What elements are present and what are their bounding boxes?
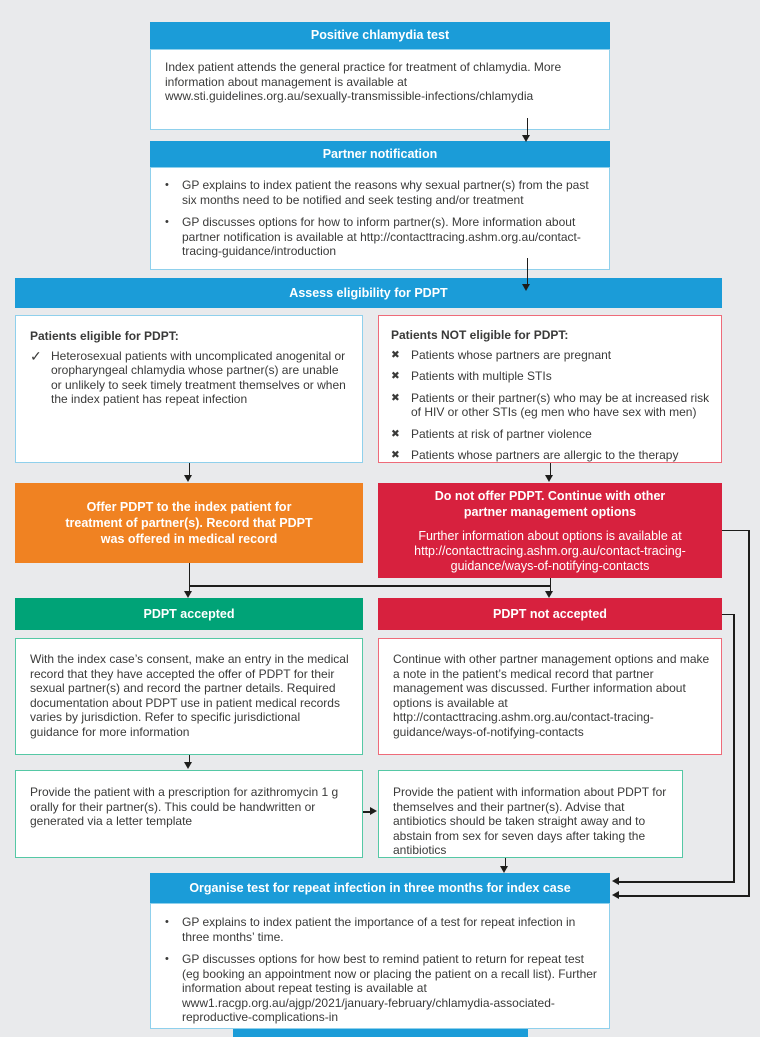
positive-test-box <box>150 22 610 130</box>
arrow-left-icon <box>612 891 619 899</box>
prescription-box: Provide the patient with a prescription for azithromycin 1 g orally for their partner(s). This could be handwritten or generated via a letter template <box>15 770 363 858</box>
repeat-test-header: Organise test for repeat infection in three months for index case <box>150 873 610 903</box>
bullet-icon: • <box>165 216 169 228</box>
connector-line <box>527 258 529 284</box>
pdpt-not-accepted-header: PDPT not accepted <box>378 598 722 630</box>
list-item: • GP explains to index patient the reasons why sexual partner(s) from the past six months need to be notified and seek testing and/or treatment <box>165 178 589 207</box>
connector-line <box>733 614 735 883</box>
arrow-down-icon <box>522 135 530 142</box>
list-item: ✖ Patients whose partners are allergic to the therapy <box>391 448 679 462</box>
cross-icon: ✖ <box>391 391 400 404</box>
cross-icon: ✖ <box>391 449 400 461</box>
bullet-icon: • <box>165 953 169 965</box>
connector-line <box>505 858 507 866</box>
arrow-left-icon <box>612 877 619 885</box>
partner-notification-box <box>150 141 610 270</box>
offer-pdpt-box: Offer PDPT to the index patient for treatment of partner(s). Record that PDPT was offered in medical record <box>15 483 363 563</box>
list-item: • GP discusses options for how best to remind patient to return for repeat test (eg booking an appointment now or placing the patient on a recall list). Further information about repeat testing is available at www1.racgp.org.au/ajgp/2021/january-february/chlamydia-associated-reproductive-complications-in <box>165 952 597 1024</box>
connector-line <box>189 585 551 587</box>
cutoff-next-section-bar <box>233 1029 528 1037</box>
accepted-body-box: With the index case’s consent, make an entry in the medical record that they have accepted the offer of PDPT for their sexual partner(s) and record the partner details. Required documentation about PDPT use in patient medical records varies by jurisdiction. Refer to specific jurisdictional guidance for more information <box>15 638 363 755</box>
arrow-down-icon <box>522 284 530 291</box>
eligible-box <box>15 315 363 463</box>
cross-icon: ✖ <box>391 370 400 382</box>
repeat-test-body <box>150 903 610 1029</box>
arrow-down-icon <box>545 475 553 482</box>
cross-icon: ✖ <box>391 348 400 361</box>
cross-icon: ✖ <box>391 427 400 440</box>
do-not-offer-title: Do not offer PDPT. Continue with other partner management options <box>434 488 666 519</box>
list-item: ✖ Patients at risk of partner violence <box>391 426 592 441</box>
bullet-icon: • <box>165 916 169 928</box>
connector-line <box>550 463 552 475</box>
arrow-down-icon <box>184 762 192 769</box>
connector-line <box>619 881 734 883</box>
positive-test-body: Index patient attends the general practice for treatment of chlamydia. More information about management is available at www.sti.guidelines.org.au/sexually-transmissible-infections/chlamydia <box>150 49 610 130</box>
do-not-offer-box <box>378 483 722 578</box>
assess-eligibility-header: Assess eligibility for PDPT <box>15 278 722 308</box>
arrow-down-icon <box>184 591 192 598</box>
list-item: ✓ Heterosexual patients with uncomplicated anogenital or oropharyngeal chlamydia whose partner(s) are unable or unlikely to seek timely treatment themselves or when the index patient has repeat infection <box>30 347 346 406</box>
connector-line <box>748 530 750 897</box>
pdpt-accepted-header: PDPT accepted <box>15 598 363 630</box>
list-item: ✖ Patients with multiple STIs <box>391 369 552 383</box>
connector-line <box>189 563 191 591</box>
list-item: ✖ Patients whose partners are pregnant <box>391 347 612 362</box>
partner-notification-header: Partner notification <box>150 141 610 167</box>
list-item: • GP explains to index patient the importance of a test for repeat infection in three months’ time. <box>165 915 576 944</box>
arrow-down-icon <box>184 475 192 482</box>
check-icon: ✓ <box>30 347 42 364</box>
list-item: • GP discusses options for how to inform partner(s). More information about partner notification is available at http://contacttracing.ashm.org.au/contact-tracing-guidance/introduction <box>165 215 581 258</box>
connector-line <box>722 530 749 532</box>
eligible-title: Patients eligible for PDPT: <box>30 329 179 343</box>
do-not-offer-text: Further information about options is available at http://contacttracing.ashm.org.au/contact-tracing-guidance/ways-of-notifying-contacts <box>414 528 686 573</box>
connector-line <box>619 895 749 897</box>
connector-line <box>527 118 529 135</box>
not-eligible-title: Patients NOT eligible for PDPT: <box>391 328 569 342</box>
bullet-icon: • <box>165 179 169 191</box>
list-item: ✖ Patients or their partner(s) who may be at increased risk of HIV or other STIs (eg men who have sex with men) <box>391 390 710 419</box>
connector-line <box>189 755 191 762</box>
arrow-right-icon <box>370 807 377 815</box>
information-box: Provide the patient with information about PDPT for themselves and their partner(s). Advise that antibiotics should be taken straight away and to abstain from sex for seven days after taking the antibiotics <box>378 770 683 858</box>
not-accepted-body-box: Continue with other partner management options and make a note in the patient’s medical record that partner management was discussed. Further information about options is available at http://contacttracing.ashm.org.au/contact-tracing-guidance/ways-of-notifying-contacts <box>378 638 722 755</box>
arrow-down-icon <box>545 591 553 598</box>
arrow-down-icon <box>500 866 508 873</box>
connector-line <box>189 463 191 475</box>
repeat-test-box <box>150 873 610 1029</box>
positive-test-header: Positive chlamydia test <box>150 22 610 49</box>
partner-notification-body <box>150 167 610 270</box>
not-eligible-box <box>378 315 722 463</box>
